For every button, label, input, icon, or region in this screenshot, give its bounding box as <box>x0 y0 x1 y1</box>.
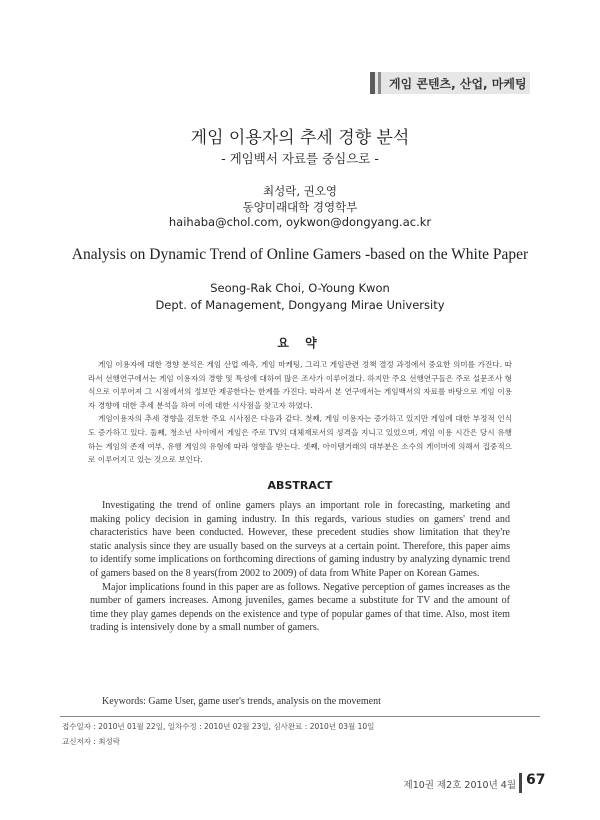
paper-title-english: Analysis on Dynamic Trend of Online Gamers -based on the White Paper <box>71 246 529 263</box>
section-tag-label: 게임 콘텐츠, 산업, 마케팅 <box>389 76 527 91</box>
page-number: 67 <box>526 772 546 788</box>
paper-title-korean: 게임 이용자의 추세 경향 분석 <box>190 128 410 148</box>
abstract-heading-english: ABSTRACT <box>267 479 333 492</box>
authors-korean: 최성락, 권오영 <box>263 184 337 198</box>
abstract-korean-paragraph: 게임 이용자에 대한 경향 분석은 게임 산업 예측, 게임 마케팅, 그리고 게임관련 정책 결정 과정에서 중요한 의미를 가진다. 따라서 선행연구에서는 게임 이용자의 경향 및 특성에 대하여 많은 조사가 이루어졌다. 하지만 주요 선행연구들은 주로 설문조사 형식으로 이루어져 그 시점에서의 정보만 제공한다는 한계를 가진다. 따라서 본 연구에서는 게임백서의 자료를 바탕으로 게임 이용자 경향에 대한 추세 분석을 하여 이에 대한 시사점을 찾고자 하였다. <box>88 360 512 410</box>
footer-separator <box>519 773 522 793</box>
journal-issue: 제10권 제2호 2010년 4월 <box>403 780 516 791</box>
abstract-heading-korean: 요 약 <box>277 336 323 350</box>
keywords-label: Keywords: <box>102 696 146 707</box>
keywords-text: Game User, game user's trends, analysis on the movement <box>148 696 381 707</box>
submission-dates: 접수일자 : 2010년 01월 22일, 일차수정 : 2010년 02월 23일, 심사완료 : 2010년 03월 10일 <box>62 722 375 731</box>
abstract-korean-paragraph: 게임이용자의 추세 경향을 검토한 주요 시사점은 다음과 같다. 첫째, 게임 이용자는 증가하고 있지만 게임에 대한 부정적 인식도 증가하고 있다. 둘째, 청소년 사이에서 게임은 주로 TV의 대체재로서의 성격을 지니고 있었으며, 게임 이용 시간은 당시 유행하는 게임의 존재 여부, 유행 게임의 유형에 따라 영향을 받는다. 셋째, 아이템거래의 대부분은 소수의 게이머에 의해서 집중적으로 이루어지고 있는 것으로 보인다. <box>88 414 512 465</box>
corresponding-author: 교신저자 : 최성락 <box>62 737 121 746</box>
footnote-divider <box>60 716 540 717</box>
abstract-english <box>90 499 510 635</box>
section-tag-bar <box>370 72 375 94</box>
abstract-english-paragraph: Major implications found in this paper are as follows. Negative perception of games increases as the number of gamers increases. Among juveniles, games became a substitute for TV and the amount of time they play games depends on the existence and type of popular games of that time. Also, most item trading is intensively done by a small number of gamers. <box>90 581 510 634</box>
affiliation-english: Dept. of Management, Dongyang Mirae University <box>155 298 445 312</box>
keywords-line <box>102 696 512 707</box>
affiliation-korean: 동양미래대학 경영학부 <box>242 200 358 214</box>
section-tag <box>370 72 530 94</box>
abstract-english-paragraph: Investigating the trend of online gamers plays an important role in forecasting, marketing and making policy decision in gaming industry. In this regards, various studies on gamers' trend and characteristics have been conducted. However, these precedent studies show limitation that they're static analysis since they are usually based on the surveys at a certain point. Therefore, this paper aims to identify some implications on forthcoming directions of gaming industry by analyzing dynamic trend of gamers based on the 8 years(from 2002 to 2009) of data from White Paper on Korean Games. <box>90 500 510 579</box>
authors-english: Seong-Rak Choi, O-Young Kwon <box>210 281 390 295</box>
section-tag-bar-thin <box>378 72 381 94</box>
abstract-korean <box>88 358 512 467</box>
paper-subtitle-korean: - 게임백서 자료를 중심으로 - <box>221 151 379 166</box>
author-emails: haihaba@chol.com, oykwon@dongyang.ac.kr <box>168 215 432 229</box>
